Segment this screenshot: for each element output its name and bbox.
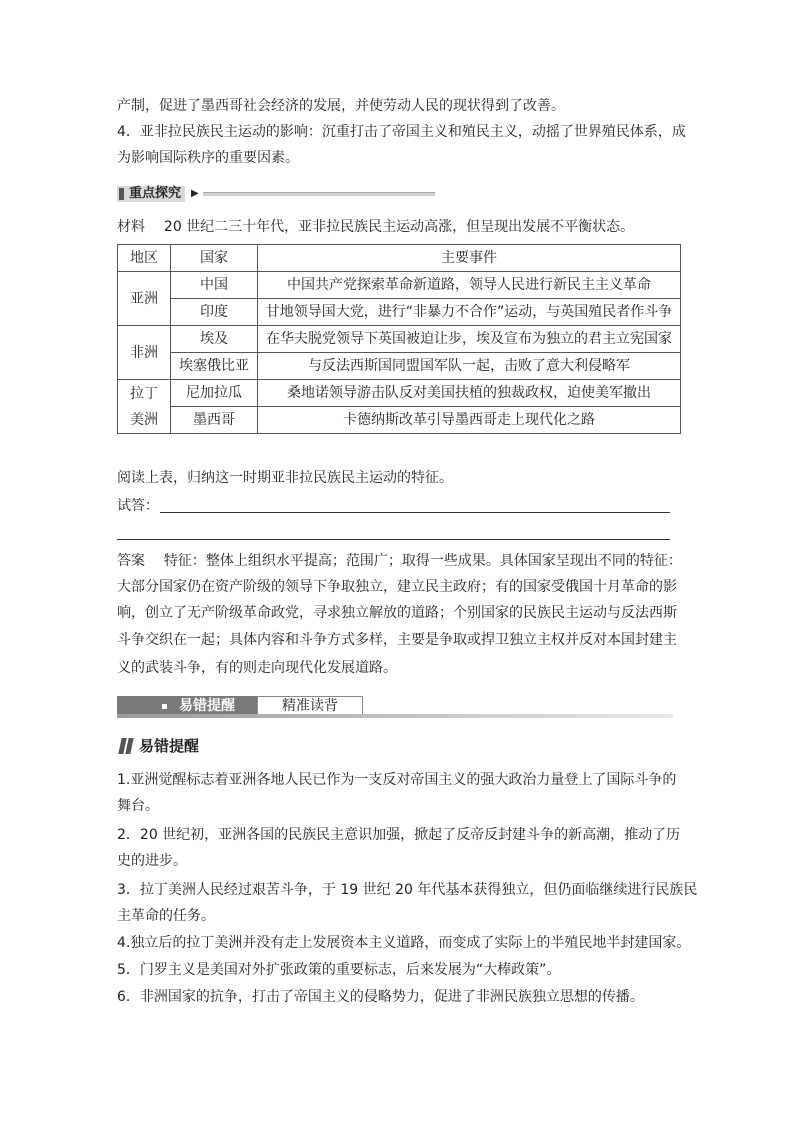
tab-error-reminder-label: 易错提醒 — [179, 698, 235, 714]
reminder-line: 舞台。 — [117, 798, 159, 814]
country-cell: 尼加拉瓜 — [171, 380, 258, 407]
section-rule — [203, 192, 435, 196]
focus-heading: 重点探究 — [117, 186, 185, 202]
reminder-line: 4.独立后的拉丁美洲并没有走上发展资本主义道路，而变成了实际上的半殖民地半封建国家。 — [117, 935, 691, 951]
table-row — [118, 407, 681, 434]
intro-line-3: 为影响国际秩序的重要因素。 — [117, 150, 299, 166]
answer-line-1 — [117, 548, 682, 574]
table-row — [118, 380, 681, 407]
tab-precise-recite[interactable]: 精准读背 — [257, 696, 363, 716]
header-country: 国家 — [171, 245, 258, 272]
header-region: 地区 — [118, 245, 171, 272]
country-cell: 墨西哥 — [171, 407, 258, 434]
reminders-heading: 易错提醒 — [139, 737, 200, 755]
reminder-line: 2．20 世纪初，亚洲各国的民族民主意识加强，掀起了反帝反封建斗争的新高潮，推动了历 — [117, 827, 681, 843]
event-cell: 甘地领导国大党，进行“非暴力不合作”运动，与英国殖民者作斗争 — [258, 299, 681, 326]
region-cell: 非洲 — [118, 326, 171, 380]
material-text: 20 世纪二三十年代，亚非拉民族民主运动高涨，但呈现出发展不平衡状态。 — [163, 219, 635, 235]
event-cell: 桑地诺领导游击队反对美国扶植的独裁政权，迫使美军撤出 — [258, 380, 681, 407]
section-banner — [117, 696, 673, 718]
answer-input-line-2[interactable] — [117, 539, 670, 540]
event-cell: 与反法西斯国同盟国军队一起，击败了意大利侵略军 — [258, 353, 681, 380]
table-header-row — [118, 245, 681, 272]
region-cell: 亚洲 — [118, 272, 171, 326]
events-table — [117, 244, 681, 434]
reminder-line: 主革命的任务。 — [117, 908, 215, 924]
reminder-line: 6．非洲国家的抗争，打击了帝国主义的侵略势力，促进了非洲民族独立思想的传播。 — [117, 989, 644, 1005]
header-event: 主要事件 — [258, 245, 681, 272]
answer-line-2: 大部分国家仍在资产阶级的领导下争取独立，建立民主政府；有的国家受俄国十月革命的影 — [117, 579, 677, 595]
answer-input-line-1[interactable] — [160, 512, 670, 513]
region-cell: 拉丁美洲 — [118, 380, 171, 434]
event-cell: 中国共产党探索革命新道路，领导人民进行新民主主义革命 — [258, 272, 681, 299]
answer-line-5: 义的武装斗争，有的则走向现代化发展道路。 — [117, 660, 397, 676]
banner-rule — [117, 714, 673, 718]
tab-error-reminder[interactable] — [117, 696, 257, 716]
square-bullet-icon — [162, 704, 167, 709]
answer-text-1: 特征：整体上组织水平提高；范围广；取得一些成果。具体国家呈现出不同的特征： — [163, 553, 682, 569]
country-cell: 印度 — [171, 299, 258, 326]
intro-line-1: 产制，促进了墨西哥社会经济的发展，并使劳动人民的现状得到了改善。 — [117, 98, 565, 114]
reminder-line: 5．门罗主义是美国对外扩张政策的重要标志，后来发展为“大棒政策”。 — [117, 962, 561, 978]
material-label: 材料 — [117, 219, 145, 235]
double-bar-icon — [117, 738, 135, 754]
intro-line-2: 4．亚非拉民族民主运动的影响：沉重打击了帝国主义和殖民主义，动摇了世界殖民体系，成 — [117, 124, 686, 140]
arrow-right-icon: ▶ — [191, 188, 199, 199]
material-line — [117, 214, 682, 240]
focus-section-bar — [117, 184, 435, 204]
table-row — [118, 272, 681, 299]
event-cell: 卡德纳斯改革引导墨西哥走上现代化之路 — [258, 407, 681, 434]
reminder-line: 3．拉丁美洲人民经过艰苦斗争，于 19 世纪 20 年代基本获得独立，但仍面临继续进行民族民 — [117, 882, 698, 898]
table-row — [118, 326, 681, 353]
country-cell: 埃及 — [171, 326, 258, 353]
try-label: 试答： — [117, 498, 159, 514]
answer-line-3: 响，创立了无产阶级革命政党，寻求独立解放的道路；个别国家的民族民主运动与反法西斯 — [117, 605, 677, 621]
table-row — [118, 353, 681, 380]
reminder-line: 史的进步。 — [117, 853, 187, 869]
reminder-line: 1.亚洲觉醒标志着亚洲各地人民已作为一支反对帝国主义的强大政治力量登上了国际斗争的 — [117, 772, 677, 788]
table-row — [118, 299, 681, 326]
event-cell: 在华夫脱党领导下英国被迫让步，埃及宣布为独立的君主立宪国家 — [258, 326, 681, 353]
question-prompt: 阅读上表，归纳这一时期亚非拉民族民主运动的特征。 — [117, 470, 453, 486]
answer-label: 答案 — [117, 553, 145, 569]
answer-line-4: 斗争交织在一起；具体内容和斗争方式多样，主要是争取或捍卫独立主权并反对本国封建主 — [117, 632, 677, 648]
country-cell: 埃塞俄比亚 — [171, 353, 258, 380]
country-cell: 中国 — [171, 272, 258, 299]
